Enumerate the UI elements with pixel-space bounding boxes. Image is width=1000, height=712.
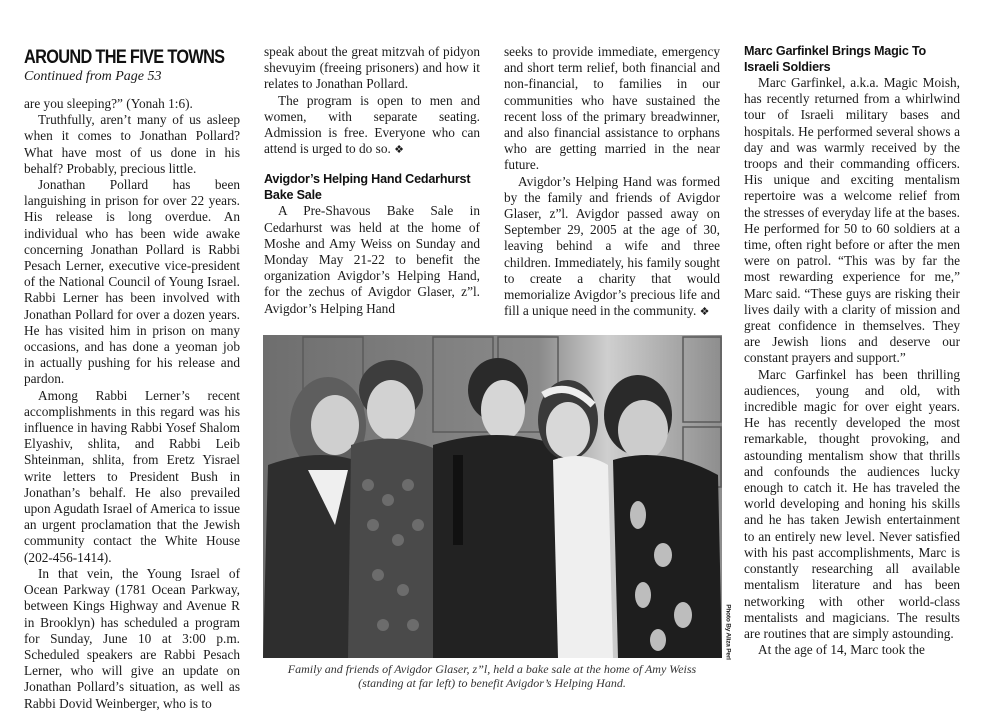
pollard-paragraph-6: speak about the great mitzvah of pidyon shevuyim (freeing prisoners) and how it relates to Jonathan Pollard. <box>264 44 480 92</box>
pollard-paragraph-7-text: The program is open to men and women, with separate seating. Admission is free. Everyone who can attend is urged to do so. <box>264 92 480 157</box>
photo-credit <box>723 606 733 658</box>
garfinkel-paragraph-3: At the age of 14, Marc took the <box>758 642 925 658</box>
avigdor-paragraph-2: seeks to provide immediate, emergency and short term relief, both financial and non-financial, to families in our communities who have sustained the recent loss of the primary breadwinner, and also financial assistance to orphans who are getting married in the near future. <box>504 44 720 173</box>
pollard-paragraph-4: Among Rabbi Lerner’s recent accomplishments in this regard was his influence in having Rabbi Yosef Shalom Elyashiv, shlita, and Rabbi Leib Shteinman, shlita, from Eretz Yisrael write letters to President Bush in Jonathan’s behalf. He also prevailed upon Agudath Israel of America to issue an urgent proclamation that the Jewish community contact the White House (202-456-1414). <box>24 387 240 565</box>
pollard-paragraph-7 <box>264 93 480 159</box>
avigdor-headline: Avigdor’s Helping Hand Cedarhurst Bake Sale <box>264 172 471 202</box>
group-photo-illustration <box>263 335 722 658</box>
pollard-paragraph-3: Jonathan Pollard has been languishing in prison for over 22 years. His release is long overdue. An individual who has been wide awake concerning Jonathan Pollard is Rabbi Pesach Lerner, executive vice-president of the National Council of Young Israel. Rabbi Lerner has been involved with Jonathan Pollard for over a dozen years. He has visited him in prison on many occasions, and has done a yeoman job in actually pushing for his release and pardon. <box>24 177 240 387</box>
photo-credit-text: Photo By Aliza Perl <box>724 604 732 660</box>
garfinkel-paragraph-2: Marc Garfinkel has been thrilling audiences, young and old, with incredible magic for over eight years. He has recently developed the most remarkable, thought provoking, and astounding mentalism show that thrills and confounds the audiences lucky enough to catch it. He has traveled the world developing and honing his skills and he has taken Jewish entertainment to an entirely new level. Never satisfied with his past accomplishments, Marc is constantly researching all available mentalism literature and has been networking with other world-class mentalists and magicians. The results are routines that are simply astounding. <box>744 366 960 641</box>
column-3 <box>504 44 720 320</box>
pollard-paragraph-5: In that vein, the Young Israel of Ocean Parkway (1781 Ocean Parkway, between Kings Highway and Avenue R in Brooklyn) has scheduled a program for Sunday, June 10 at 3:00 p.m. Scheduled speakers are Rabbi Pesach Lerner, who will give an update on Jonathan Pollard’s situation, as well as Rabbi Dovid Weinberger, who is to <box>24 565 240 711</box>
column-2 <box>264 44 480 317</box>
group-photo <box>263 335 722 658</box>
photo-caption: Family and friends of Avigdor Glaser, z”l, held a bake sale at the home of Amy Weiss (standing at far left) to benefit Avigdor’s Helping Hand. <box>287 662 697 690</box>
avigdor-paragraph-3-text: Avigdor’s Helping Hand was formed by the family and friends of Avigdor Glaser, z”l. Avigdor passed away on September 29, 2005 at the age of 30, leaving behind a wife and three children. Immediately, his family sought to create a charity that would memorialize Avigdor’s precious life and fill a unique need in the community. <box>504 173 720 319</box>
pollard-paragraph-2: Truthfully, aren’t many of us asleep when it comes to Jonathan Pollard? What have most of us done in his behalf? Probably, precious little. <box>24 112 240 176</box>
garfinkel-headline: Marc Garfinkel Brings Magic To Israeli Soldiers <box>744 44 927 74</box>
garfinkel-paragraph-1: Marc Garfinkel, a.k.a. Magic Moish, has recently returned from a whirlwind tour of Israeli military bases and hospitals. He performed several shows a day and was warmly received by the troops and their commanding officers. His unique and exciting mentalism repertoire was a welcome relief from the stresses of everyday life at the bases. He performed for 50 to 60 soldiers at a time, often right before or after the men were on patrol. “This was by far the most rewarding experience for me,” Marc said. “These guys are risking their lives daily with a clarity of mission and great confidence in themselves. They are Jewish lions and deserve our constant prayers and support.” <box>744 75 960 366</box>
column-1 <box>24 44 240 712</box>
avigdor-paragraph-1: A Pre-Shavous Bake Sale in Cedarhurst was held at the home of Moshe and Amy Weiss on Sunday and Monday May 21-22 to benefit the organization Avigdor’s Helping Hand, for the zechus of Avigdor Glaser, z”l. Avigdor’s Helping Hand <box>264 203 480 316</box>
pollard-paragraph-1: are you sleeping?” (Yonah 1:6). <box>24 96 193 111</box>
column-4 <box>744 44 960 658</box>
section-title: AROUND THE FIVE TOWNS <box>24 47 225 68</box>
end-mark-icon: ❖ <box>394 144 405 157</box>
continued-from-note: Continued from Page 53 <box>24 69 162 84</box>
avigdor-paragraph-3 <box>504 174 720 321</box>
end-mark-icon: ❖ <box>699 306 710 319</box>
